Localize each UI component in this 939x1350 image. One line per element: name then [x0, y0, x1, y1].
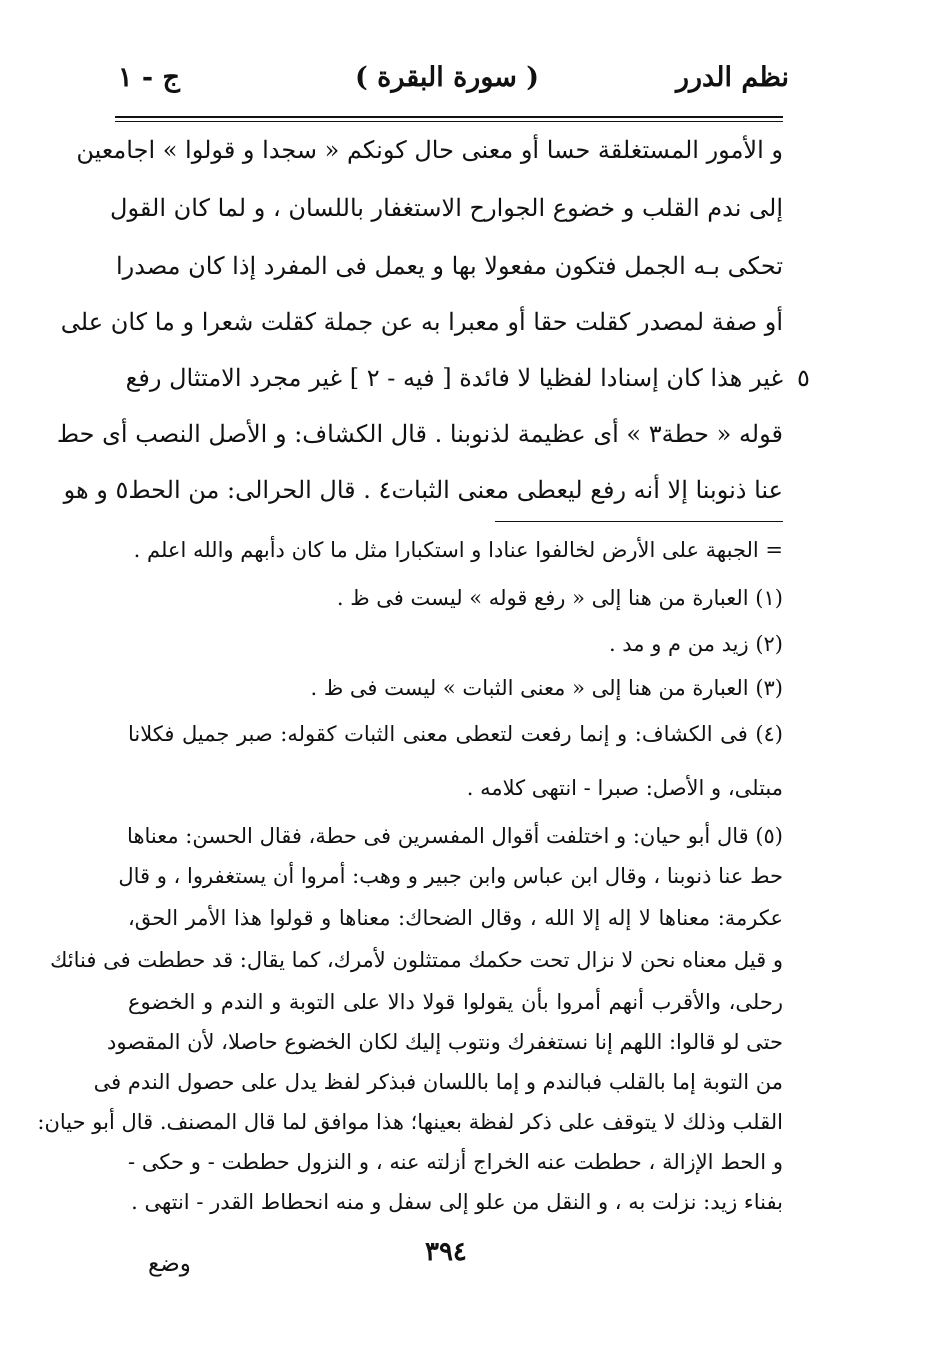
- main-line: إلى ندم القلب و خضوع الجوارح الاستغفار باللسان ، و لما كان القول: [110, 194, 783, 222]
- line-marker: ٥: [797, 364, 810, 392]
- main-line: غير هذا كان إسنادا لفظيا لا فائدة [ فيه - ٢ ] غير مجرد الامتثال رفع: [125, 364, 783, 392]
- main-line: تحكى بـه الجمل فتكون مفعولا بها و يعمل فى المفرد إذا كان مصدرا: [116, 252, 783, 280]
- page-number: ٣٩٤: [425, 1237, 467, 1267]
- part-number: ج - ١: [118, 62, 180, 93]
- footnote-line: مبتلى، و الأصل: صبرا - انتهى كلامه .: [466, 776, 783, 800]
- footnote-line: عكرمة: معناها لا إله إلا الله ، وقال الضحاك: معناها و قولوا هذا الأمر الحق،: [128, 906, 783, 930]
- footnote-line: بفناء زيد: نزلت به ، و النقل من علو إلى سفل و منه انحطاط القدر - انتهى .: [131, 1190, 783, 1214]
- main-line: و الأمور المستغلقة حسا أو معنى حال كونكم « سجدا و قولوا » اجامعين: [76, 136, 783, 164]
- footnote-line: رحلى، والأقرب أنهم أمروا بأن يقولوا قولا دالا على التوبة و الندم و الخضوع: [128, 990, 783, 1014]
- surah-heading: ( سورة البقرة ): [355, 62, 540, 93]
- footnote-line: حتى لو قالوا: اللهم إنا نستغفرك ونتوب إليك لكان الخضوع حاصلا، لأن المقصود: [107, 1030, 783, 1054]
- footnote-line: حط عنا ذنوبنا ، وقال ابن عباس وابن جبير و وهب: أمروا أن يستغفروا ، و قال: [118, 864, 783, 888]
- footnote-line: القلب وذلك لا يتوقف على ذكر لفظة بعينها؛ هذا موافق لما قال المصنف. قال أبو حيان:: [37, 1110, 783, 1134]
- footnote-line: (٥) قال أبو حيان: و اختلفت أقوال المفسرين فى حطة، فقال الحسن: معناها: [127, 824, 783, 848]
- footnote-line: (١) العبارة من هنا إلى « رفع قوله » ليست فى ظ .: [336, 586, 783, 610]
- book-title: نظم الدرر: [675, 62, 789, 93]
- main-line: عنا ذنوبنا إلا أنه رفع ليعطى معنى الثبات٤ . قال الحرالى: من الحط٥ و هو: [63, 476, 783, 504]
- footnote-line: و الحط الإزالة ، حططت عنه الخراج أزلته عنه ، و النزول حططت - و حكى -: [128, 1150, 783, 1174]
- footnote-line: (٢) زيد من م و مد .: [608, 632, 783, 656]
- main-line: أو صفة لمصدر كقلت حقا أو معبرا به عن جملة كقلت شعرا و ما كان على: [60, 308, 783, 336]
- header-rule-thin: [115, 121, 783, 122]
- main-line: قوله « حطة٣ » أى عظيمة لذنوبنا . قال الكشاف: و الأصل النصب أى حط: [56, 420, 783, 448]
- footnote-line: (٣) العبارة من هنا إلى « معنى الثبات » ليست فى ظ .: [310, 676, 783, 700]
- catchword: وضع: [148, 1251, 191, 1277]
- footnote-rule: [495, 521, 783, 522]
- footnote-line: = الجبهة على الأرض لخالفوا عنادا و استكبارا مثل ما كان دأبهم والله اعلم .: [133, 538, 783, 562]
- footnote-line: و قيل معناه نحن لا نزال تحت حكمك ممتثلون لأمرك، كما يقال: قد حططت فى فنائك: [50, 948, 783, 972]
- footnote-line: (٤) فى الكشاف: و إنما رفعت لتعطى معنى الثبات كقوله: صبر جميل فكلانا: [128, 722, 783, 746]
- header-rule: [115, 116, 783, 118]
- footnote-line: من التوبة إما بالقلب فبالندم و إما باللسان فبذكر لفظ يدل على حصول الندم فى: [93, 1070, 783, 1094]
